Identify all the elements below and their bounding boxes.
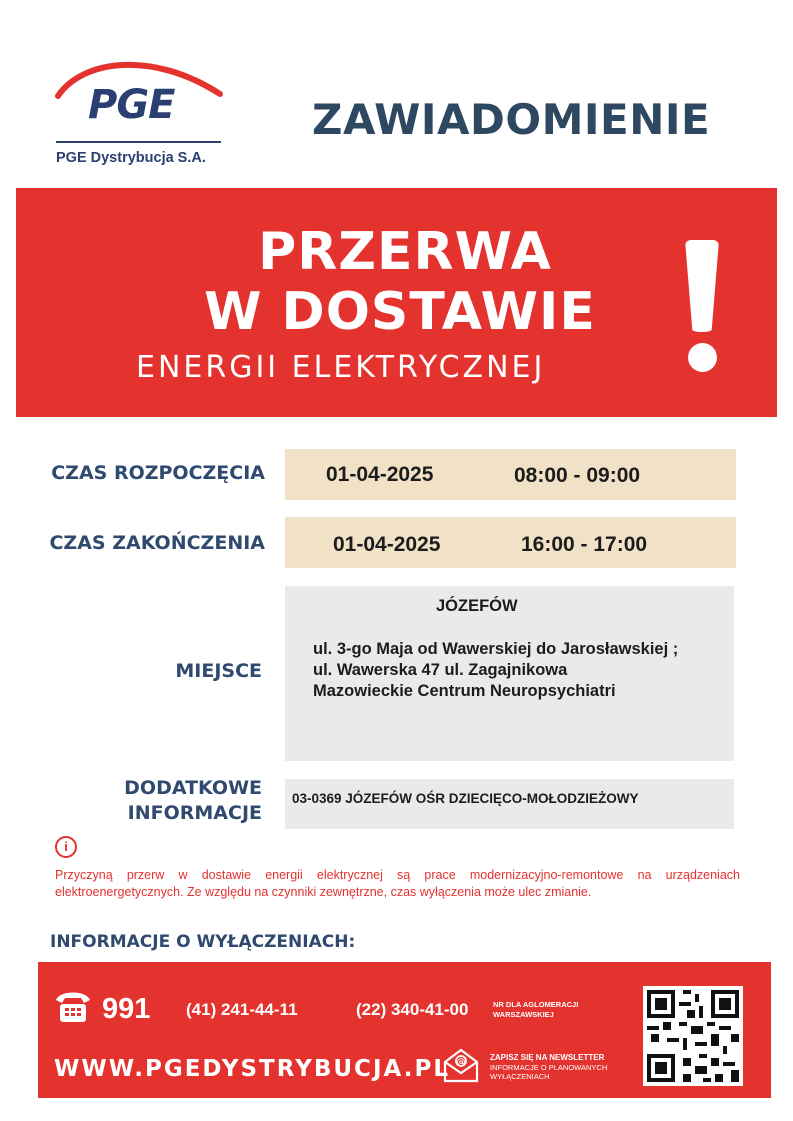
qr-code-icon[interactable] bbox=[643, 986, 743, 1086]
place-label: MIEJSCE bbox=[175, 660, 262, 682]
newsletter-line2: INFORMACJE O PLANOWANYCH bbox=[490, 1063, 608, 1072]
website-link[interactable]: WWW.PGEDYSTRYBUCJA.PL bbox=[54, 1056, 450, 1082]
place-line-3: Mazowieckie Centrum Neuropsychiatri bbox=[313, 682, 616, 700]
outages-info-heading: INFORMACJE O WYŁĄCZENIACH: bbox=[50, 932, 356, 952]
notice-title: ZAWIADOMIENIE bbox=[312, 95, 711, 144]
svg-text:@: @ bbox=[456, 1057, 466, 1068]
banner-title-line1: PRZERWA bbox=[258, 222, 552, 282]
phone-note-line1: NR DLA AGLOMERACJI bbox=[493, 1000, 579, 1009]
place-line-1: ul. 3-go Maja od Wawerskiej do Jarosławskiej ; bbox=[313, 640, 679, 658]
place-line-2: ul. Wawerska 47 ul. Zagajnikowa bbox=[313, 661, 568, 679]
company-name: PGE Dystrybucja S.A. bbox=[56, 150, 206, 166]
info-circle-icon: i bbox=[55, 836, 77, 858]
place-town: JÓZEFÓW bbox=[436, 597, 518, 615]
end-time-range: 16:00 - 17:00 bbox=[521, 533, 648, 556]
telephone-icon bbox=[54, 990, 92, 1024]
newsletter-line3: WYŁĄCZENIACH bbox=[490, 1072, 550, 1081]
phone-number-22[interactable]: (22) 340-41-00 bbox=[356, 1000, 469, 1019]
extra-info-label-line1: DODATKOWE bbox=[124, 777, 262, 799]
end-time-label: CZAS ZAKOŃCZENIA bbox=[49, 532, 265, 554]
banner-subtitle: ENERGII ELEKTRYCZNEJ bbox=[136, 350, 546, 385]
extra-info-label-line2: INFORMACJE bbox=[127, 802, 262, 824]
end-date: 01-04-2025 bbox=[333, 533, 441, 556]
start-time-label: CZAS ROZPOCZĘCIA bbox=[51, 462, 265, 484]
banner-title-line2: W DOSTAWIE bbox=[204, 282, 596, 342]
pge-brand-text: PGE bbox=[88, 82, 175, 128]
phone-note-line2: WARSZAWSKIEJ bbox=[493, 1010, 554, 1019]
disclaimer-text: Przyczyną przerw w dostawie energii elektrycznej są prace modernizacyjno-remontowe na urządzeniach elektroenergetycznych. Ze względu na czynniki zewnętrzne, czas wyłączenia może ulec zmianie. bbox=[55, 868, 740, 899]
extra-info-value: 03-0369 JÓZEFÓW OŚR DZIECIĘCO-MOŁODZIEŻOWY bbox=[292, 791, 639, 806]
exclamation-dot-icon bbox=[688, 343, 717, 372]
logo-divider bbox=[56, 141, 221, 143]
newsletter-line1[interactable]: ZAPISZ SIĘ NA NEWSLETTER bbox=[490, 1053, 605, 1062]
envelope-at-icon[interactable] bbox=[442, 1046, 480, 1084]
start-time-range: 08:00 - 09:00 bbox=[514, 464, 641, 487]
phone-emergency[interactable]: 991 bbox=[102, 993, 151, 1025]
phone-number-41[interactable]: (41) 241-44-11 bbox=[186, 1000, 298, 1019]
start-date: 01-04-2025 bbox=[326, 463, 434, 486]
